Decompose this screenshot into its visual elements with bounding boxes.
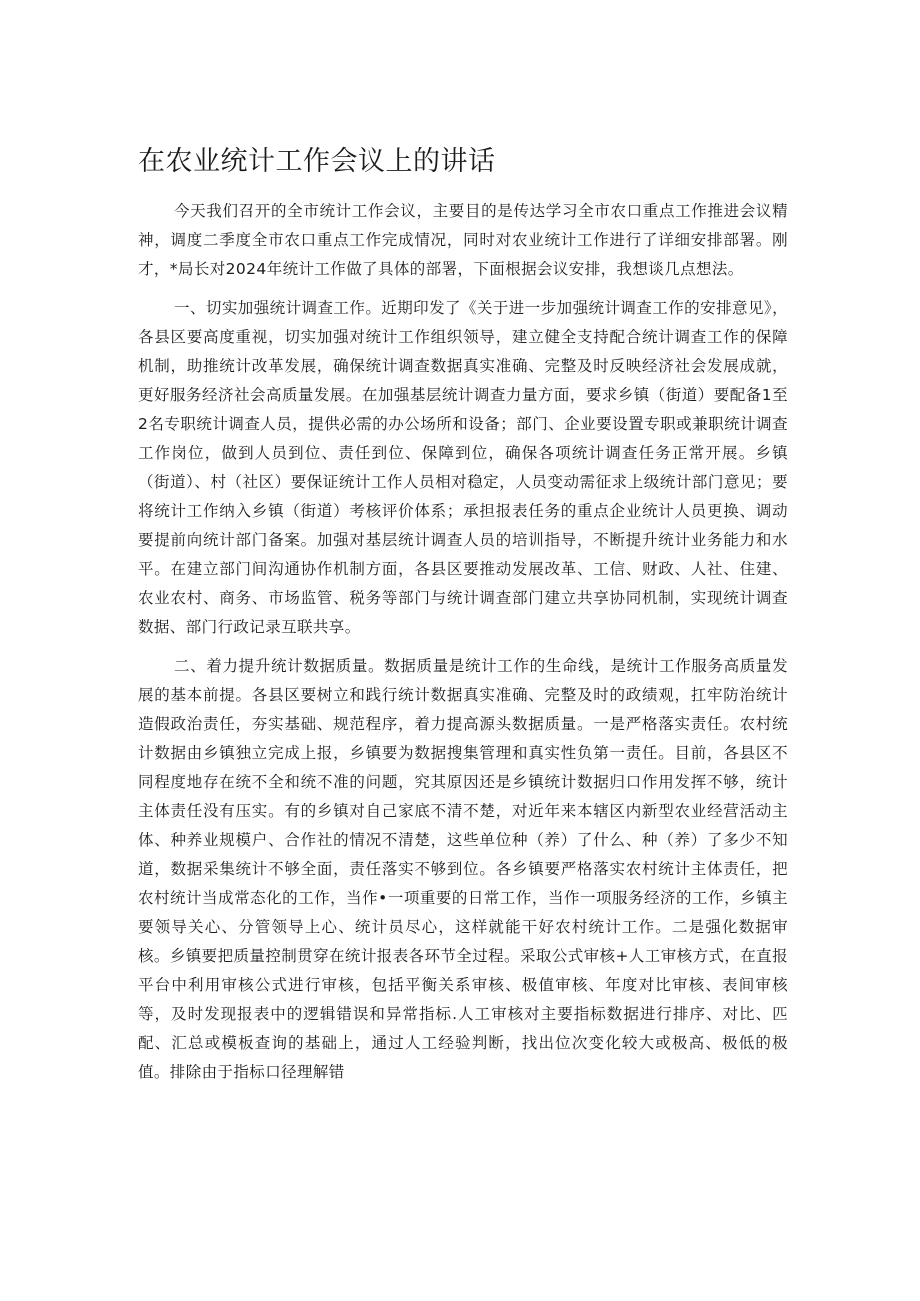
paragraph-section-2: 二、着力提升统计数据质量。数据质量是统计工作的生命线，是统计工作服务高质量发展的基本前提。各县区要树立和践行统计数据真实准确、完整及时的政绩观，扛牢防治统计造假政治责任，夯实基础、规范程序，着力提高源头数据质量。一是严格落实责任。农村统计数据由乡镇独立完成上报，乡镇要为数据搜集管理和真实性负第一责任。目前，各县区不同程度地存在统不全和统不准的问题，究其原因还是乡镇统计数据归口作用发挥不够，统计主体责任没有压实。有的乡镇对自己家底不清不楚，对近年来本辖区内新型农业经营活动主体、种养业规模户、合作社的情况不清楚，这些单位种（养）了什么、种（养）了多少不知道，数据采集统计不够全面，责任落实不够到位。各乡镇要严格落实农村统计主体责任，把农村统计当成常态化的工作，当作•一项重要的日常工作，当作一项服务经济的工作，乡镇主要领导关心、分管领导上心、统计员尽心，这样就能干好农村统计工作。二是强化数据审核。乡镇要把质量控制贯穿在统计报表各环节全过程。采取公式审核+人工审核方式，在直报平台中利用审核公式进行审核，包括平衡关系审核、极值审核、年度对比审核、表间审核等，及时发现报表中的逻辑错误和异常指标.人工审核对主要指标数据进行排序、对比、匹配、汇总或模板查询的基础上，通过人工经验判断，找出位次变化较大或极高、极低的极值。排除由于指标口径理解错: [138, 657, 788, 1081]
paragraph-intro: 今天我们召开的全市统计工作会议，主要目的是传达学习全市农口重点工作推进会议精神，调度二季度全市农口重点工作完成情况，同时对农业统计工作进行了详细安排部署。刚才，*局长对2024年统计工作做了具体的部署，下面根据会议安排，我想谈几点想法。: [138, 202, 788, 278]
document-body: [138, 197, 788, 1097]
document-title: 在农业统计工作会议上的讲话: [138, 146, 496, 177]
paragraph-section-1: 一、切实加强统计调查工作。近期印发了《关于进一步加强统计调查工作的安排意见》，各县区要高度重视，切实加强对统计工作组织领导，建立健全支持配合统计调查工作的保障机制，助推统计改革发展，确保统计调查数据真实准确、完整及时反映经济社会发展成就，更好服务经济社会高质量发展。在加强基层统计调查力量方面，要求乡镇（街道）要配备1至2名专职统计调查人员，提供必需的办公场所和设备；部门、企业要设置专职或兼职统计调查工作岗位，做到人员到位、责任到位、保障到位，确保各项统计调查任务正常开展。乡镇（街道）、村（社区）要保证统计工作人员相对稳定，人员变动需征求上级统计部门意见；要将统计工作纳入乡镇（街道）考核评价体系；承担报表任务的重点企业统计人员更换、调动要提前向统计部门备案。加强对基层统计调查人员的培训指导，不断提升统计业务能力和水平。在建立部门间沟通协作机制方面，各县区要推动发展改革、工信、财政、人社、住建、农业农村、商务、市场监管、税务等部门与统计调查部门建立共享协同机制，实现统计调查数据、部门行政记录互联共享。: [138, 299, 788, 636]
